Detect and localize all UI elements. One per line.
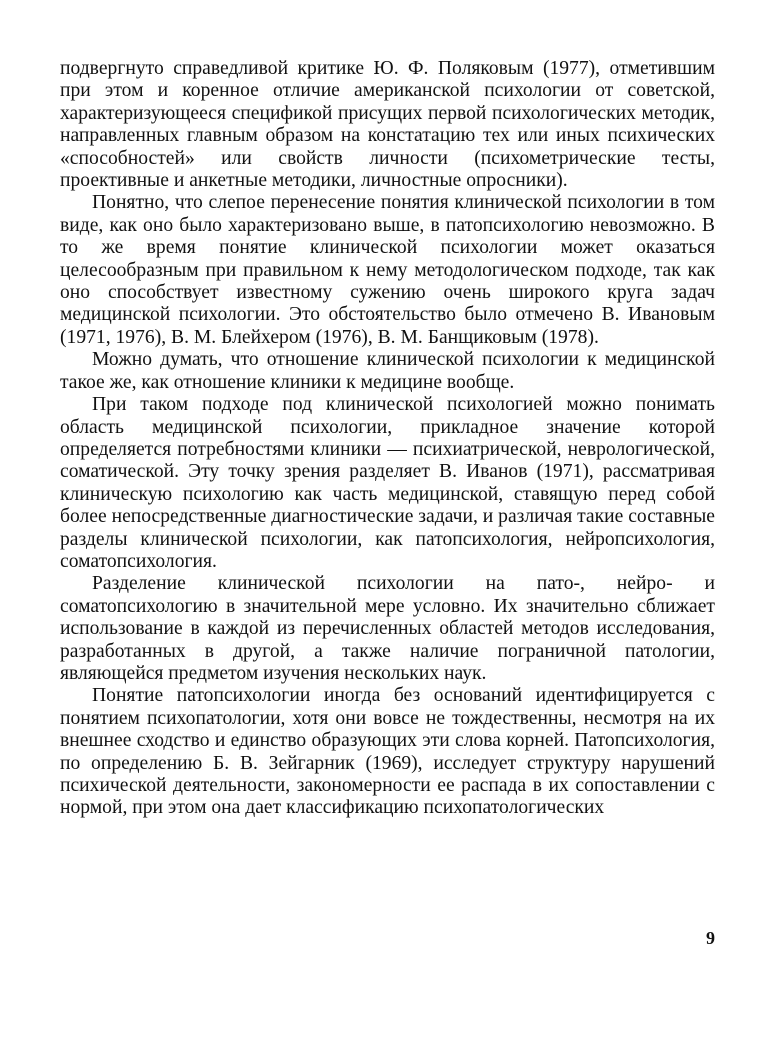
paragraph-clinical-approach: При таком подходе под клинической психологией можно понимать область медицинской психологии, прикладное значение которой определяется потребностями клиники — психиатрической, неврологической, соматической. Эту точку зрения разделяет В. Иванов (1971), рассматривая клиническую психологию как часть медицинской, ставящую перед собой более непосредственные диагностические задачи, и различая такие составные разделы клинической психологии, как патопсихология, нейропсихология, соматопсихология. <box>60 394 715 572</box>
paragraph-pathopsychology-definition: Понятие патопсихологии иногда без оснований идентифицируется с понятием психопатологии, хотя они вовсе не тождественны, несмотря на их внешнее сходство и единство образующих эти слова корней. Патопсихология, по определению Б. В. Зейгарник (1969), исследует структуру нарушений психической деятельности, закономерности ее распада в их сопоставлении с нормой, при этом она дает классификацию психопатологических <box>60 685 715 819</box>
paragraph-division: Разделение клинической психологии на пато-, нейро- и соматопсихологию в значительной мере условно. Их значительно сближает использование в каждой из перечисленных областей методов исследования, разработанных в другой, а также наличие пограничной патологии, являющейся предметом изучения нескольких наук. <box>60 573 715 684</box>
paragraph-continuation: подвергнуто справедливой критике Ю. Ф. Поляковым (1977), отметившим при этом и коренное отличие американской психологии от советской, характеризующееся спецификой присущих первой психологических методик, направленных главным образом на констатацию тех или иных психических «способностей» или свойств личности (психометрические тесты, проективные и анкетные методики, личностные опросники). <box>60 58 715 192</box>
paragraph-relation-to-medicine: Можно думать, что отношение клинической психологии к медицинской такое же, как отношение клиники к медицине вообще. <box>60 349 715 393</box>
page-body <box>60 58 715 820</box>
paragraph-clinical-psychology-concept: Понятно, что слепое перенесение понятия клинической психологии в том виде, как оно было характеризовано выше, в патопсихологию невозможно. В то же время понятие клинической психологии может оказаться целесообразным при правильном к нему методологическом подходе, так как оно способствует известному сужению очень широкого круга задач медицинской психологии. Это обстоятельство было отмечено В. Ивановым (1971, 1976), В. М. Блейхером (1976), В. М. Банщиковым (1978). <box>60 192 715 348</box>
page-number: 9 <box>706 928 715 948</box>
